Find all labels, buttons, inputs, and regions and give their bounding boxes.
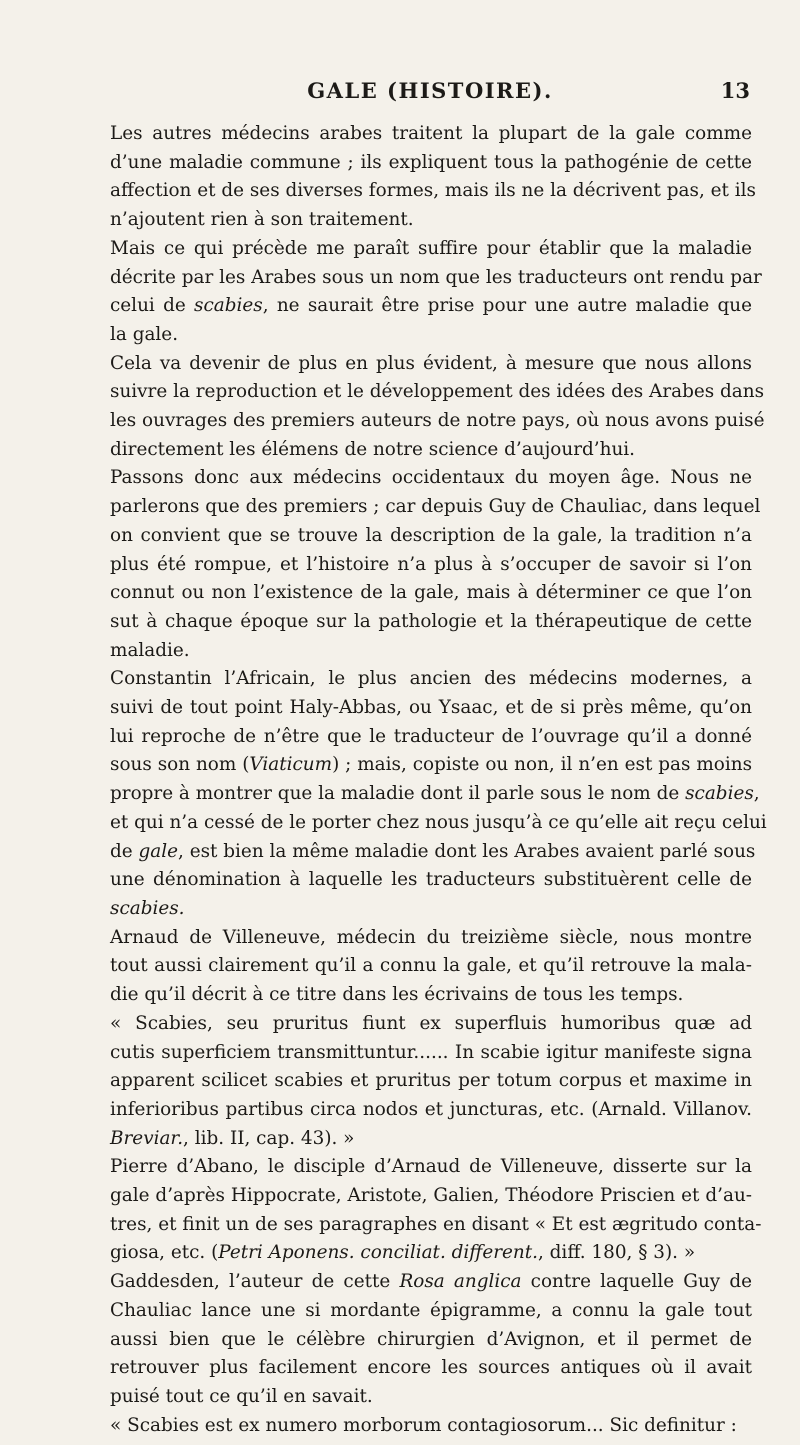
text-line: sut à chaque époque sur la pathologie et la thérapeutique de cette — [110, 610, 752, 632]
text-line: connut ou non l’existence de la gale, mais à déterminer ce que l’on — [110, 582, 752, 604]
text-line: Breviar., lib. II, cap. 43). » — [110, 1127, 355, 1149]
text-line: lui reproche de n’être que le traducteur de l’ouvrage qu’il a donné — [110, 725, 752, 747]
text-line: « Scabies est ex numero morborum contagiosorum... Sic definitur : — [110, 1414, 737, 1436]
text-line: puisé tout ce qu’il en savait. — [110, 1385, 373, 1407]
body-text — [110, 120, 767, 1440]
text-line: suivre la reproduction et le développement des idées des Arabes dans — [110, 381, 765, 403]
text-line: inferioribus partibus circa nodos et juncturas, etc. (Arnald. Villanov. — [110, 1098, 752, 1120]
paragraph — [110, 235, 762, 350]
text-line: giosa, etc. (Petri Aponens. conciliat. different., diff. 180, § 3). » — [110, 1242, 696, 1264]
text-line: propre à montrer que la maladie dont il parle sous le nom de scabies, — [110, 783, 760, 805]
text-line: suivi de tout point Haly-Abbas, ou Ysaac, et de si près même, qu’on — [110, 697, 752, 719]
text-line: gale d’après Hippocrate, Aristote, Galien, Théodore Priscien et d’au- — [110, 1185, 752, 1207]
text-line: sous son nom (Viaticum) ; mais, copiste ou non, il n’en est pas moins — [110, 754, 753, 776]
text-line: Pierre d’Abano, le disciple d’Arnaud de Villeneuve, disserte sur la — [110, 1156, 752, 1178]
text-line: Cela va devenir de plus en plus évident, à mesure que nous allons — [110, 352, 752, 374]
text-line: « Scabies, seu pruritus fiunt ex superfluis humoribus quæ ad — [110, 1012, 752, 1034]
paragraph — [110, 464, 761, 665]
text-line: parlerons que des premiers ; car depuis Guy de Chauliac, dans lequel — [110, 496, 761, 518]
paragraph — [110, 665, 767, 923]
text-line: les ouvrages des premiers auteurs de notre pays, où nous avons puisé — [110, 410, 765, 432]
text-line: tres, et finit un de ses paragraphes en disant « Et est ægritudo conta- — [110, 1213, 762, 1235]
text-line: maladie. — [110, 639, 190, 661]
text-line: cutis superficiem transmittuntur...... In scabie igitur manifeste signa — [110, 1041, 752, 1063]
text-line: et qui n’a cessé de le porter chez nous jusqu’à ce qu’elle ait reçu celui — [110, 811, 767, 833]
quotation — [110, 1412, 752, 1441]
text-line: Passons donc aux médecins occidentaux du moyen âge. Nous ne — [110, 467, 752, 489]
paragraph — [110, 120, 756, 235]
text-line: plus été rompue, et l’histoire n’a plus à s’occuper de savoir si l’on — [110, 553, 752, 575]
text-line: tout aussi clairement qu’il a connu la gale, et qu’il retrouve la mala- — [110, 955, 752, 977]
text-line: affection et de ses diverses formes, mais ils ne la décrivent pas, et ils — [110, 180, 756, 202]
paragraph — [110, 1268, 752, 1412]
paragraph — [110, 1153, 762, 1268]
text-line: d’une maladie commune ; ils expliquent tous la pathogénie de cette — [110, 151, 752, 173]
paragraph — [110, 350, 765, 465]
page-header — [110, 78, 750, 112]
text-line: Mais ce qui précède me paraît suffire pour établir que la maladie — [110, 237, 752, 259]
text-line: la gale. — [110, 323, 179, 345]
text-line: décrite par les Arabes sous un nom que les traducteurs ont rendu par — [110, 266, 762, 288]
paragraph — [110, 924, 752, 1010]
page-number: 13 — [720, 78, 750, 103]
text-line: directement les élémens de notre science d’aujourd’hui. — [110, 438, 636, 460]
text-line: on convient que se trouve la description de la gale, la tradition n’a — [110, 524, 752, 546]
text-line: apparent scilicet scabies et pruritus per totum corpus et maxime in — [110, 1070, 752, 1092]
text-line: die qu’il décrit à ce titre dans les écrivains de tous les temps. — [110, 984, 684, 1006]
text-line: scabies. — [110, 897, 185, 919]
text-line: une dénomination à laquelle les traducteurs substituèrent celle de — [110, 869, 752, 891]
text-line: Chauliac lance une si mordante épigramme, a connu la gale tout — [110, 1299, 752, 1321]
text-line: Arnaud de Villeneuve, médecin du treizième siècle, nous montre — [110, 926, 752, 948]
text-line: de gale, est bien la même maladie dont les Arabes avaient parlé sous — [110, 840, 756, 862]
text-line: celui de scabies, ne saurait être prise pour une autre maladie que — [110, 295, 753, 317]
text-line: Constantin l’Africain, le plus ancien des médecins modernes, a — [110, 668, 752, 690]
text-line: n’ajoutent rien à son traitement. — [110, 209, 414, 231]
quotation — [110, 1010, 752, 1154]
text-line: Les autres médecins arabes traitent la plupart de la gale comme — [110, 123, 752, 144]
text-line: aussi bien que le célèbre chirurgien d’Avignon, et il permet de — [110, 1328, 752, 1350]
running-head: GALE (HISTOIRE). — [307, 78, 553, 103]
text-line: Gaddesden, l’auteur de cette Rosa anglica contre laquelle Guy de — [110, 1271, 752, 1293]
text-line: retrouver plus facilement encore les sources antiques où il avait — [110, 1357, 752, 1379]
